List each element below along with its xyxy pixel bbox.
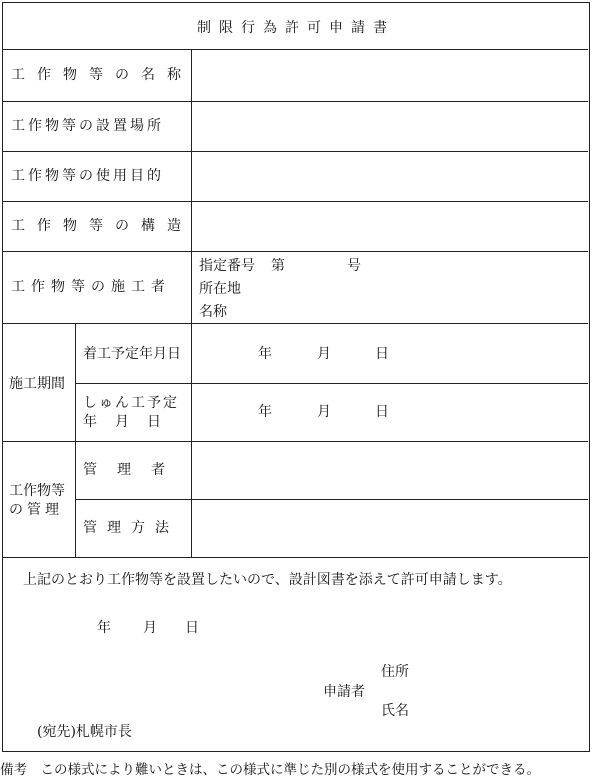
installation-location-field[interactable] xyxy=(192,102,588,151)
management-label-line1: 工作物等 xyxy=(9,483,65,499)
manager-label: 管理者 xyxy=(83,462,185,478)
management-method-label: 管理方法 xyxy=(83,520,179,536)
divider xyxy=(75,383,588,384)
start-month: 月 xyxy=(317,346,331,362)
construction-period-label: 施工期間 xyxy=(9,376,65,392)
builder-name-label: 名称 xyxy=(199,304,227,320)
divider xyxy=(3,251,588,252)
applicant-label: 申請者 xyxy=(323,684,365,700)
application-month: 月 xyxy=(143,620,157,636)
builder-address-label: 所在地 xyxy=(199,281,241,297)
builder-label: 工作物等の施工者 xyxy=(11,279,171,295)
completion-date-label-line1: しゅん工予定 xyxy=(83,395,179,411)
start-date-label: 着工予定年月日 xyxy=(83,346,181,362)
footnote: 備考 この様式により難いときは、この様式に準じた別の様式を使用することができる。 xyxy=(0,762,540,778)
start-day: 日 xyxy=(375,346,389,362)
applicant-name-label: 氏名 xyxy=(381,703,409,719)
structure-name-label: 工作物等の名称 xyxy=(11,67,193,83)
completion-day: 日 xyxy=(375,404,389,420)
number-suffix: 号 xyxy=(347,258,361,274)
designation-number-label: 指定番号 xyxy=(199,258,255,274)
structure-name-field[interactable] xyxy=(192,50,588,101)
structure-construction-field[interactable] xyxy=(192,202,588,251)
application-year: 年 xyxy=(97,620,111,636)
completion-year: 年 xyxy=(258,404,272,420)
applicant-address-label: 住所 xyxy=(381,664,409,680)
installation-location-label: 工作物等の設置場所 xyxy=(11,118,164,134)
management-method-field[interactable] xyxy=(192,500,588,557)
completion-date-label-line2: 年 月 日 xyxy=(83,414,163,430)
divider xyxy=(3,323,588,324)
form-title: 制限行為許可申請書 xyxy=(197,20,395,36)
management-label-line2: の管理 xyxy=(9,502,63,518)
application-day: 日 xyxy=(185,620,199,636)
application-form xyxy=(2,2,590,752)
usage-purpose-field[interactable] xyxy=(192,152,588,201)
divider xyxy=(3,557,588,558)
number-prefix: 第 xyxy=(271,258,285,274)
structure-construction-label: 工作物等の構造 xyxy=(11,218,193,234)
addressee: (宛先)札幌市長 xyxy=(37,724,132,740)
divider xyxy=(75,323,76,557)
completion-month: 月 xyxy=(317,404,331,420)
manager-field[interactable] xyxy=(192,442,588,499)
application-statement: 上記のとおり工作物等を設置したいので、設計図書を添えて許可申請します。 xyxy=(23,572,512,588)
usage-purpose-label: 工作物等の使用目的 xyxy=(11,168,164,184)
start-year: 年 xyxy=(258,346,272,362)
